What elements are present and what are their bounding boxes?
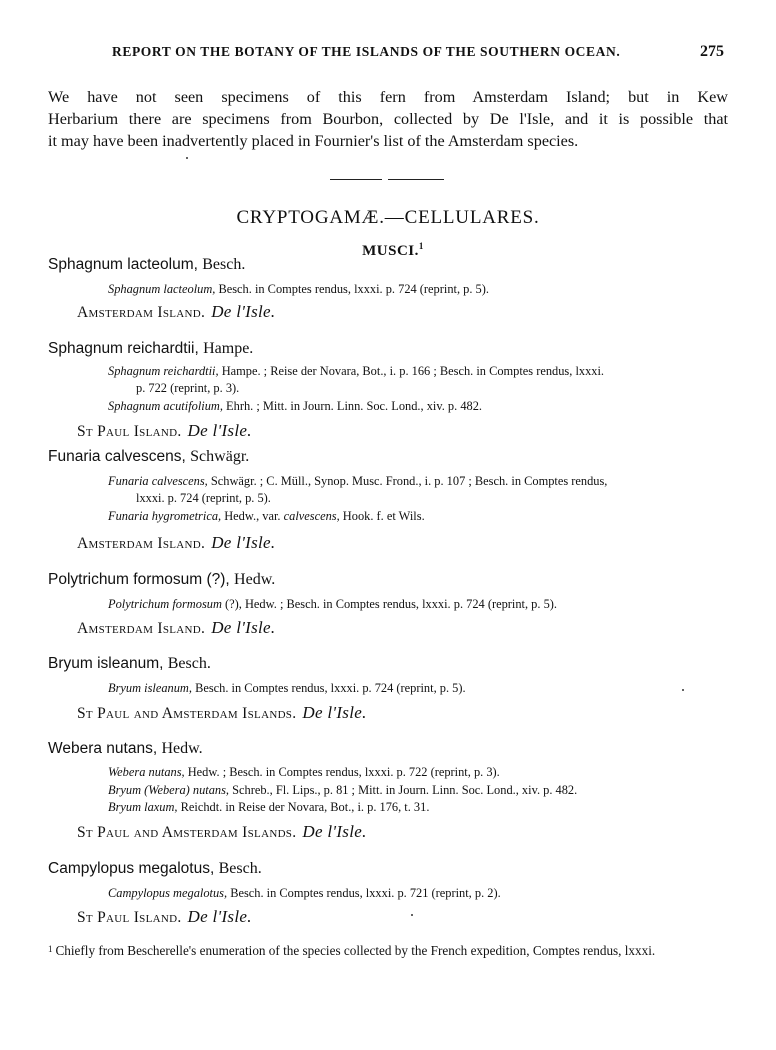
species-name: Sphagnum lacteolum, Besch. [48,256,246,273]
species-name: Sphagnum reichardtii, Hampe. [48,340,254,357]
locality: St Paul Island. De l'Isle. [77,907,252,926]
species-name: Polytrichum formosum (?), Hedw. [48,571,276,588]
scan-speck [411,914,413,916]
citation: Funaria calvescens, Schwägr. ; C. Müll., Synop. Musc. Frond., i. p. 107 ; Besch. in Comptes rendus, [108,474,608,488]
intro-paragraph [48,86,728,152]
species-name: Campylopus megalotus, Besch. [48,860,262,877]
intro-line: We have not seen specimens of this fern from Amsterdam Island; but in Kew [48,88,728,106]
citation: Polytrichum formosum (?), Hedw. ; Besch. in Comptes rendus, lxxxi. p. 724 (reprint, p. 5). [108,597,557,611]
citation: Campylopus megalotus, Besch. in Comptes rendus, lxxxi. p. 721 (reprint, p. 2). [108,886,501,900]
citation: Bryum laxum, Reichdt. in Reise der Novara, Bot., i. p. 176, t. 31. [108,800,430,814]
citation: Funaria hygrometrica, Hedw., var. calvescens, Hook. f. et Wils. [108,509,425,523]
species-name: Funaria calvescens, Schwägr. [48,448,250,465]
locality: Amsterdam Island. De l'Isle. [77,302,276,321]
separator-rule [330,179,382,180]
locality: Amsterdam Island. De l'Isle. [77,533,276,552]
species-name: Bryum isleanum, Besch. [48,655,211,672]
citation: Bryum (Webera) nutans, Schreb., Fl. Lips., p. 81 ; Mitt. in Journ. Linn. Soc. Lond., xiv. p. 482. [108,783,578,797]
locality: St Paul Island. De l'Isle. [77,421,252,440]
intro-line: it may have been inadvertently placed in Fournier's list of the Amsterdam species. [48,132,579,150]
scan-speck [186,157,188,159]
species-name: Webera nutans, Hedw. [48,740,203,757]
intro-line: Herbarium there are specimens from Bourbon, collected by De l'Isle, and it is possible that [48,110,728,128]
footnote: $^1$ Chiefly from Bescherelle's enumeration of the species collected by the French expedition, Comptes rendus, lxxxi. [48,943,656,958]
subsection-title: MUSCI.$^1$ [362,241,424,259]
citation: Sphagnum reichardtii, Hampe. ; Reise der Novara, Bot., i. p. 166 ; Besch. in Comptes rendus, lxxxi. [108,364,605,378]
citation: Sphagnum acutifolium, Ehrh. ; Mitt. in Journ. Linn. Soc. Lond., xiv. p. 482. [108,399,483,413]
separator-rule [388,179,444,180]
locality: Amsterdam Island. De l'Isle. [77,618,276,637]
section-title: CRYPTOGAMÆ.—CELLULARES. [236,207,540,228]
locality: St Paul and Amsterdam Islands. De l'Isle. [77,703,367,722]
citation: Bryum isleanum, Besch. in Comptes rendus, lxxxi. p. 724 (reprint, p. 5). [108,681,466,695]
footnote-marker: 1 [418,241,424,251]
citation: Webera nutans, Hedw. ; Besch. in Comptes rendus, lxxxi. p. 722 (reprint, p. 3). [108,765,500,779]
page-number: 275 [700,43,724,60]
citation-continuation: lxxxi. p. 724 (reprint, p. 5). [136,491,271,505]
scan-speck [682,689,684,691]
footnote-marker: 1 [48,944,53,954]
citation: Sphagnum lacteolum, Besch. in Comptes rendus, lxxxi. p. 724 (reprint, p. 5). [108,282,489,296]
running-head-title: REPORT ON THE BOTANY OF THE ISLANDS OF THE SOUTHERN OCEAN. [112,44,621,59]
citation-continuation: p. 722 (reprint, p. 3). [136,381,240,395]
locality: St Paul and Amsterdam Islands. De l'Isle. [77,822,367,841]
